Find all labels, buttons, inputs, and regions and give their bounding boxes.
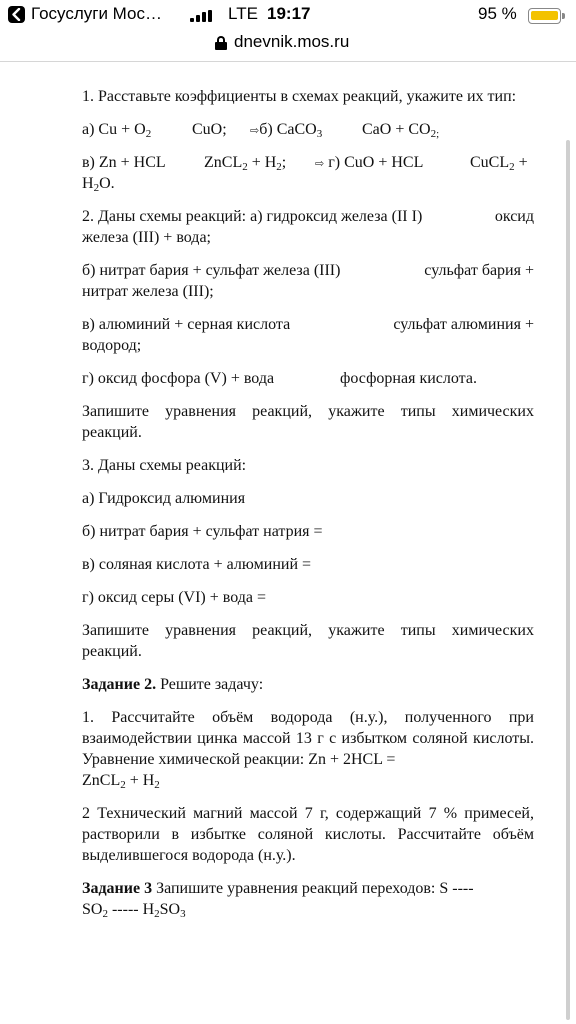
signal-strength-icon [190,10,214,22]
lock-icon [215,36,227,50]
task3: Задание 3 Запишите уравнения реакций переходов: S ---- $SO_2$ ----- $H_2SO_3$ [82,880,474,920]
cursor-mark-icon: ⇨ [315,158,325,170]
q3-a: а) Гидроксид алюминия [82,490,246,507]
back-to-app-button[interactable] [8,6,25,23]
status-bar [0,0,576,30]
battery-icon [528,8,561,24]
q2-b-line1: б) нитрат бария + сульфат железа (III) сульфат бария + [82,262,534,279]
chevron-left-icon [11,8,22,21]
q2-c-line1: в) алюминий + серная кислота сульфат алюминия + [82,316,534,333]
q2-task: Запишите уравнения реакций, укажите типы химических реакций. [82,403,534,441]
toolbar-divider [0,61,576,62]
q3-intro: 3. Даны схемы реакций: [82,457,247,474]
q1-a-left: а) $Cu + O_2$ [82,121,152,140]
q3-d: г) оксид серы (VI) + вода = [82,589,267,606]
q1-c-mid: ZnCL$_2$ + $H_2$; [204,154,287,173]
network-type: LTE [228,4,258,23]
q2-b-line2: нитрат железа (III); [82,283,214,300]
q3-task: Запишите уравнения реакций, укажите типы химических реакций. [82,622,534,660]
q1-d-continuation: $H_2O$. [82,175,115,194]
q1-b-left: ⇨б) CaCO$_3$ [250,121,323,140]
q1-d-left: ⇨ г) CuO + HCL [315,152,423,175]
address-bar[interactable] [0,30,576,58]
q1-c-left: в) Zn + HCL [82,154,166,171]
battery-fill [531,11,558,20]
q1-a-right: CuO; [192,121,227,138]
problem-2: 2 Технический магний массой 7 г, содержащий 7 % примесей, растворили в избытке соляной кислоты. Рассчитайте объём выделившегося водорода (н.у.). [82,805,534,864]
url-text[interactable]: dnevnik.mos.ru [234,32,350,51]
problem-1: 1. Рассчитайте объём водорода (н.у.), полученного при взаимодействии цинка массой 13 г с избытком соляной кислоты. Уравнение химической реакции: Zn + 2HCL = ZnCL$_2$ + $H_2$ [82,709,534,791]
battery-percent: 95 % [478,4,517,23]
q1-intro: 1. Расставьте коэффициенты в схемах реакций, укажите их тип: [82,88,517,105]
q3-c: в) соляная кислота + алюминий = [82,556,312,573]
clock-time: 19:17 [267,4,311,23]
q1-reactions-cd [82,152,534,173]
back-app-label[interactable]: Госуслуги Мос… [31,4,162,23]
q3-b: б) нитрат бария + сульфат натрия = [82,523,323,540]
scrollbar[interactable] [566,140,570,1020]
q1-d-right: CuCL$_2$ + [470,154,528,173]
q1-b-right: CaO + $CO_{2;}$ [362,121,440,140]
q2-c-line2: водород; [82,337,142,354]
document-page [82,86,534,932]
q2-d: г) оксид фосфора (V) + вода фосфорная кислота. [82,370,477,387]
q1-reactions-ab [82,119,534,140]
q2-a-line2: железа (III) + вода; [82,229,211,246]
task2-heading: Задание 2. Решите задачу: [82,676,264,693]
q2-a-line1: 2. Даны схемы реакций: а) гидроксид железа (II I) оксид [82,208,534,225]
cursor-mark-icon: ⇨ [250,125,260,137]
